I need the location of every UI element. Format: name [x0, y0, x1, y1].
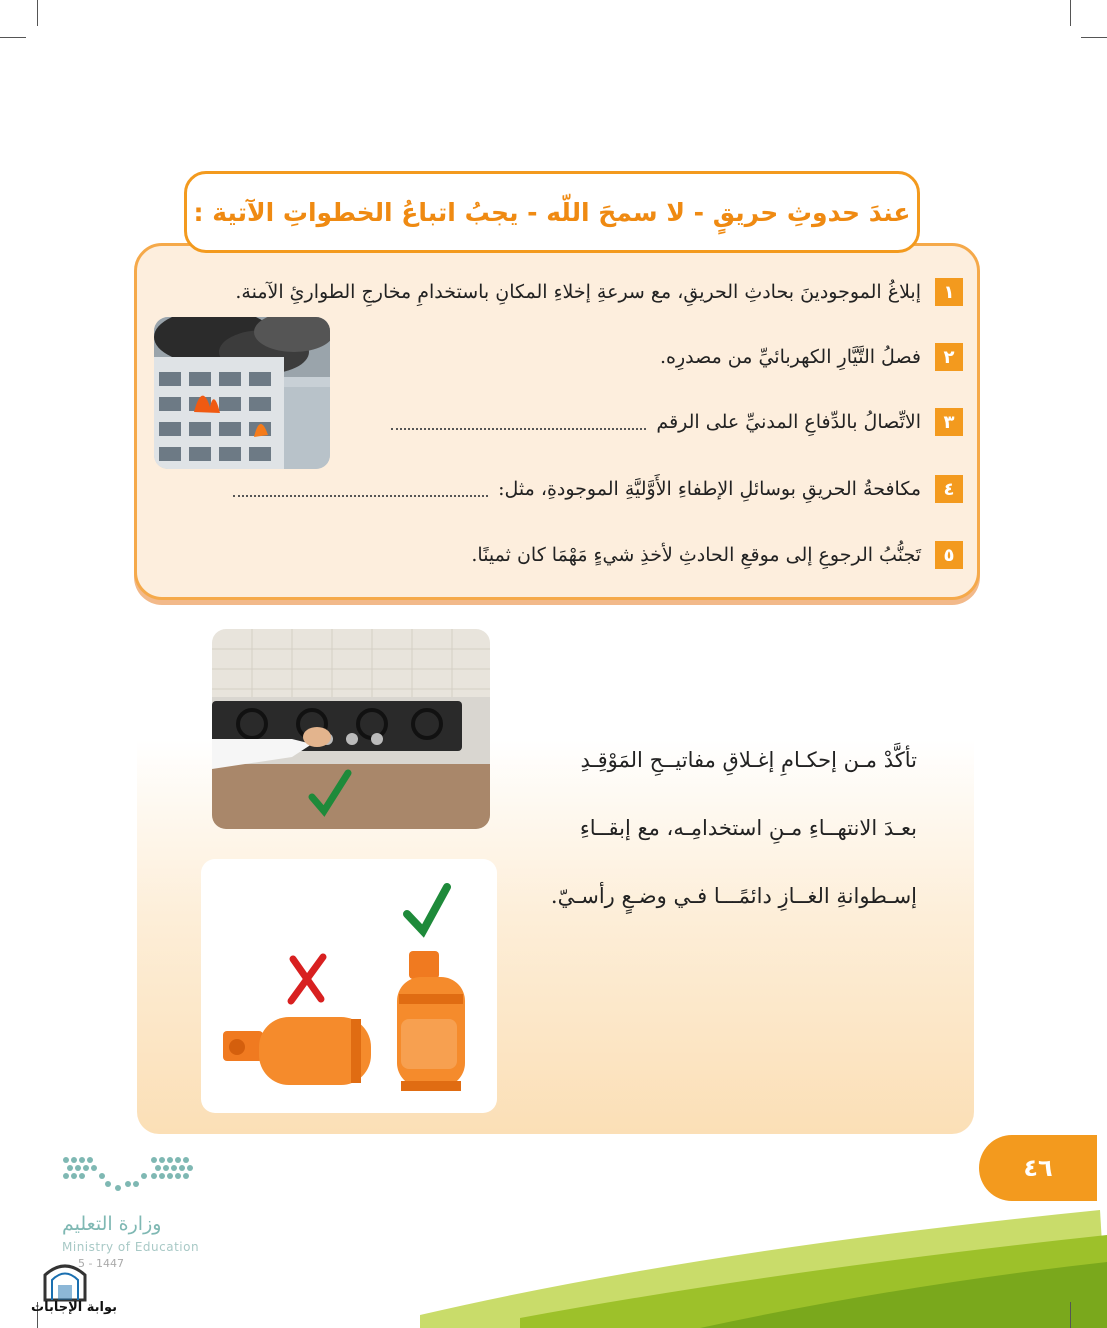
- step-item: [233, 475, 963, 503]
- step-number: ٢: [935, 343, 963, 371]
- ministry-logo-icon: [58, 1150, 208, 1210]
- answer-blank-line[interactable]: [233, 481, 488, 497]
- crop-mark: [1070, 0, 1071, 26]
- step-number: ٥: [935, 541, 963, 569]
- gas-safety-line: إسـطوانةِ الغــازِ دائمًـــا فـي وضـعٍ رأسـيّ.: [550, 884, 917, 908]
- step-text: تَجنُّبُ الرجوعِ إلى موقعِ الحادثِ لأخذِ شيءٍ مَهْمَا كان ثمينًا.: [471, 544, 921, 566]
- crop-mark: [0, 37, 26, 38]
- step-item: [471, 541, 963, 569]
- step-item: [660, 343, 963, 371]
- stove-knob-photo: [212, 629, 490, 829]
- step-text: فصلُ التَّيَّارِ الكهربائيِّ من مصدرِه.: [659, 346, 921, 368]
- gas-safety-text: [537, 740, 917, 944]
- step-item: [235, 278, 963, 306]
- crop-mark: [1081, 37, 1107, 38]
- cross-mark-icon: [291, 957, 323, 1001]
- step-text: الاتِّصالُ بالدِّفاعِ المدنيِّ على الرقم: [656, 411, 921, 433]
- ministry-name-english: Ministry of Education: [62, 1240, 200, 1254]
- ministry-year: 5 - 1447: [78, 1257, 124, 1270]
- fallen-cylinder: [223, 1017, 371, 1085]
- step-item: [391, 408, 963, 436]
- page-number: ٤٦: [979, 1135, 1097, 1201]
- answer-blank-line[interactable]: [391, 414, 646, 430]
- check-mark-icon: [407, 887, 447, 931]
- step-number: ٤: [935, 475, 963, 503]
- ministry-name-arabic: وزارة التعليم: [62, 1213, 162, 1235]
- gas-safety-line: تأكَّدْ مـن إحكـامِ إغـلاقِ مفاتيــحِ المَوْقِـدِ: [580, 748, 917, 772]
- upright-cylinder: [397, 951, 465, 1091]
- step-text: مكافحةُ الحريقِ بوسائلِ الإطفاءِ الأَوَّليَّةِ الموجودةِ، مثل:: [498, 478, 921, 500]
- crop-mark: [1070, 1302, 1071, 1328]
- site-watermark-text: بوابة الإجابات: [31, 1300, 117, 1315]
- building-fire-photo: [154, 317, 330, 469]
- step-text: إبلاغُ الموجودينَ بحادثِ الحريقِ، مع سرعةِ إخلاءِ المكانِ باستخدامِ مخارجِ الطوارئِ الآمنة.: [235, 281, 921, 303]
- gas-cylinder-illustration: [201, 859, 497, 1113]
- section-title: عندَ حدوثِ حريقٍ - لا سمحَ اللّه - يجبُ اتباعُ الخطواتِ الآتية :: [193, 197, 911, 227]
- gas-safety-line: بعـدَ الانتهــاءِ مـنِ استخدامِـه، مع إبقــاءِ: [579, 816, 917, 840]
- section-title-box: [184, 171, 920, 253]
- check-mark-icon: [308, 769, 352, 817]
- step-number: ٣: [935, 408, 963, 436]
- crop-mark: [37, 0, 38, 26]
- step-number: ١: [935, 278, 963, 306]
